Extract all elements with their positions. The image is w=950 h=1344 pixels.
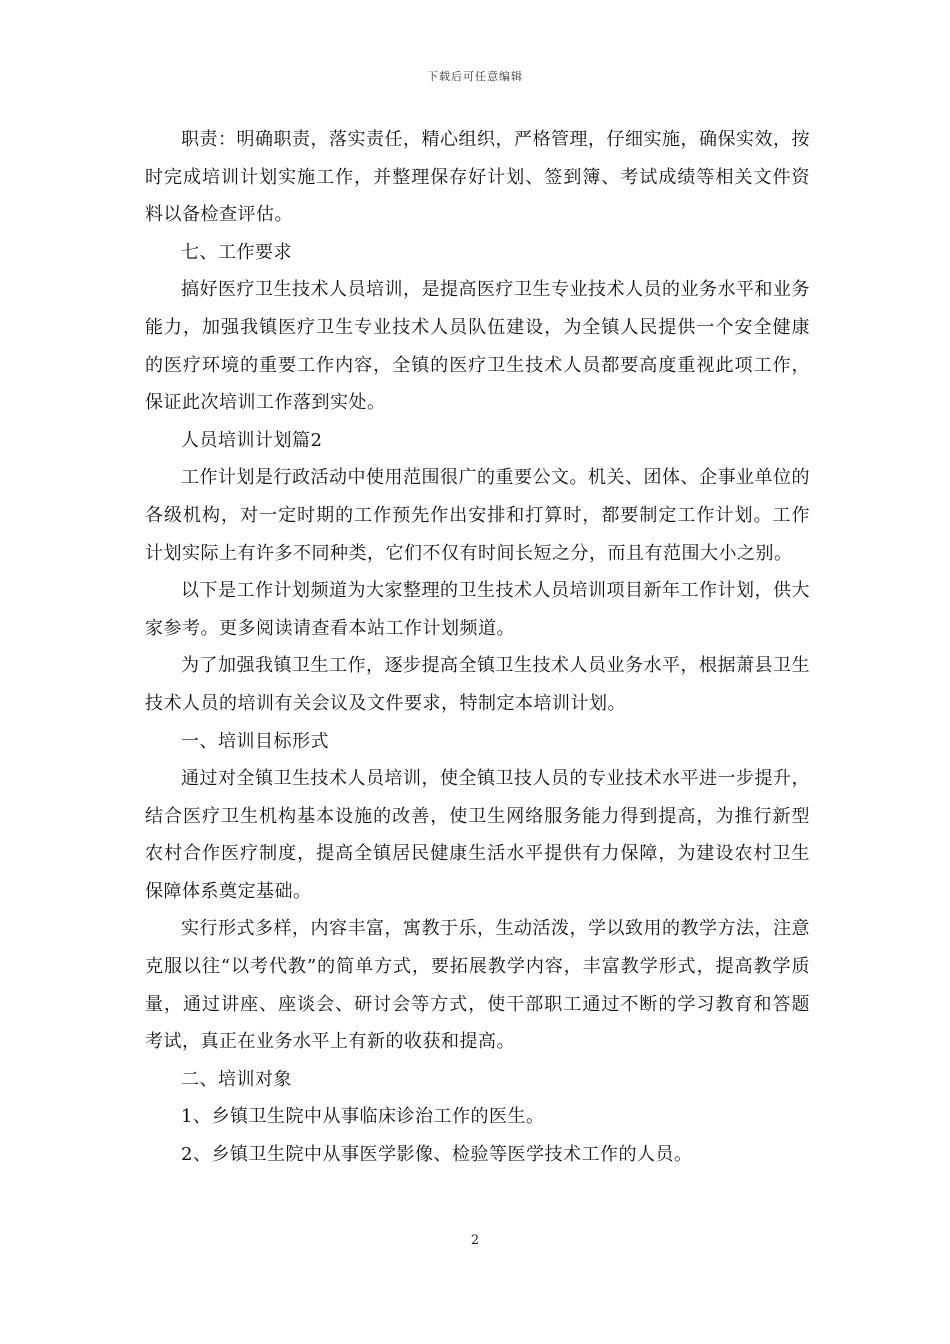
- page-number: 2: [470, 1233, 480, 1248]
- paragraph-training-importance: 搞好医疗卫生技术人员培训，是提高医疗卫生专业技术人员的业务水平和业务能力，加强我镇医疗卫生专业技术人员队伍建设，为全镇人民提供一个安全健康的医疗环境的重要工作内容，全镇的医疗卫生技术人员都要高度重视此项工作，保证此次培训工作落到实处。: [145, 279, 810, 414]
- header-note: 下载后可任意编辑: [427, 70, 523, 83]
- paragraph-training-goals: 通过对全镇卫生技术人员培训，使全镇卫技人员的专业技术水平进一步提升，结合医疗卫生机构基本设施的改善，使卫生网络服务能力得到提高，为推行新型农村合作医疗制度，提高全镇居民健康生活水平提供有力保障，为建设农村卫生保障体系奠定基础。: [145, 768, 810, 902]
- document-body: [145, 121, 810, 1174]
- article-heading-part-2: 人员培训计划篇2: [181, 429, 323, 451]
- paragraph-reference-note: 以下是工作计划频道为大家整理的卫生技术人员培训项目新年工作计划，供大家参考。更多阅读请查看本站工作计划频道。: [145, 580, 810, 639]
- section-heading-training-goals: 一、培训目标形式: [181, 730, 329, 752]
- paragraph-work-plan-intro: 工作计划是行政活动中使用范围很广的重要公文。机关、团体、企事业单位的各级机构，对一定时期的工作预先作出安排和打算时，都要制定工作计划。工作计划实际上有许多不同种类，它们不仅有时间长短之分，而且有范围大小之别。: [145, 467, 810, 564]
- section-heading-work-requirements: 七、工作要求: [181, 241, 292, 263]
- paragraph-plan-purpose: 为了加强我镇卫生工作，逐步提高全镇卫生技术人员业务水平，根据萧县卫生技术人员的培训有关会议及文件要求，特制定本培训计划。: [145, 655, 810, 714]
- list-item-target-2: 2、乡镇卫生院中从事医学影像、检验等医学技术工作的人员。: [181, 1144, 693, 1166]
- section-heading-training-targets: 二、培训对象: [181, 1068, 292, 1090]
- paragraph-training-methods: 实行形式多样，内容丰富，寓教于乐，生动活泼，学以致用的教学方法，注意克服以往“以考代教”的简单方式，要拓展教学内容，丰富教学形式，提高教学质量，通过讲座、座谈会、研讨会等方式，使干部职工通过不断的学习教育和答题考试，真正在业务水平上有新的收获和提高。: [145, 918, 810, 1053]
- list-item-target-1: 1、乡镇卫生院中从事临床诊治工作的医生。: [181, 1106, 545, 1128]
- paragraph-responsibilities: 职责：明确职责，落实责任，精心组织，严格管理，仔细实施，确保实效，按时完成培训计划实施工作，并整理保存好计划、签到簿、考试成绩等相关文件资料以备检查评估。: [145, 129, 810, 226]
